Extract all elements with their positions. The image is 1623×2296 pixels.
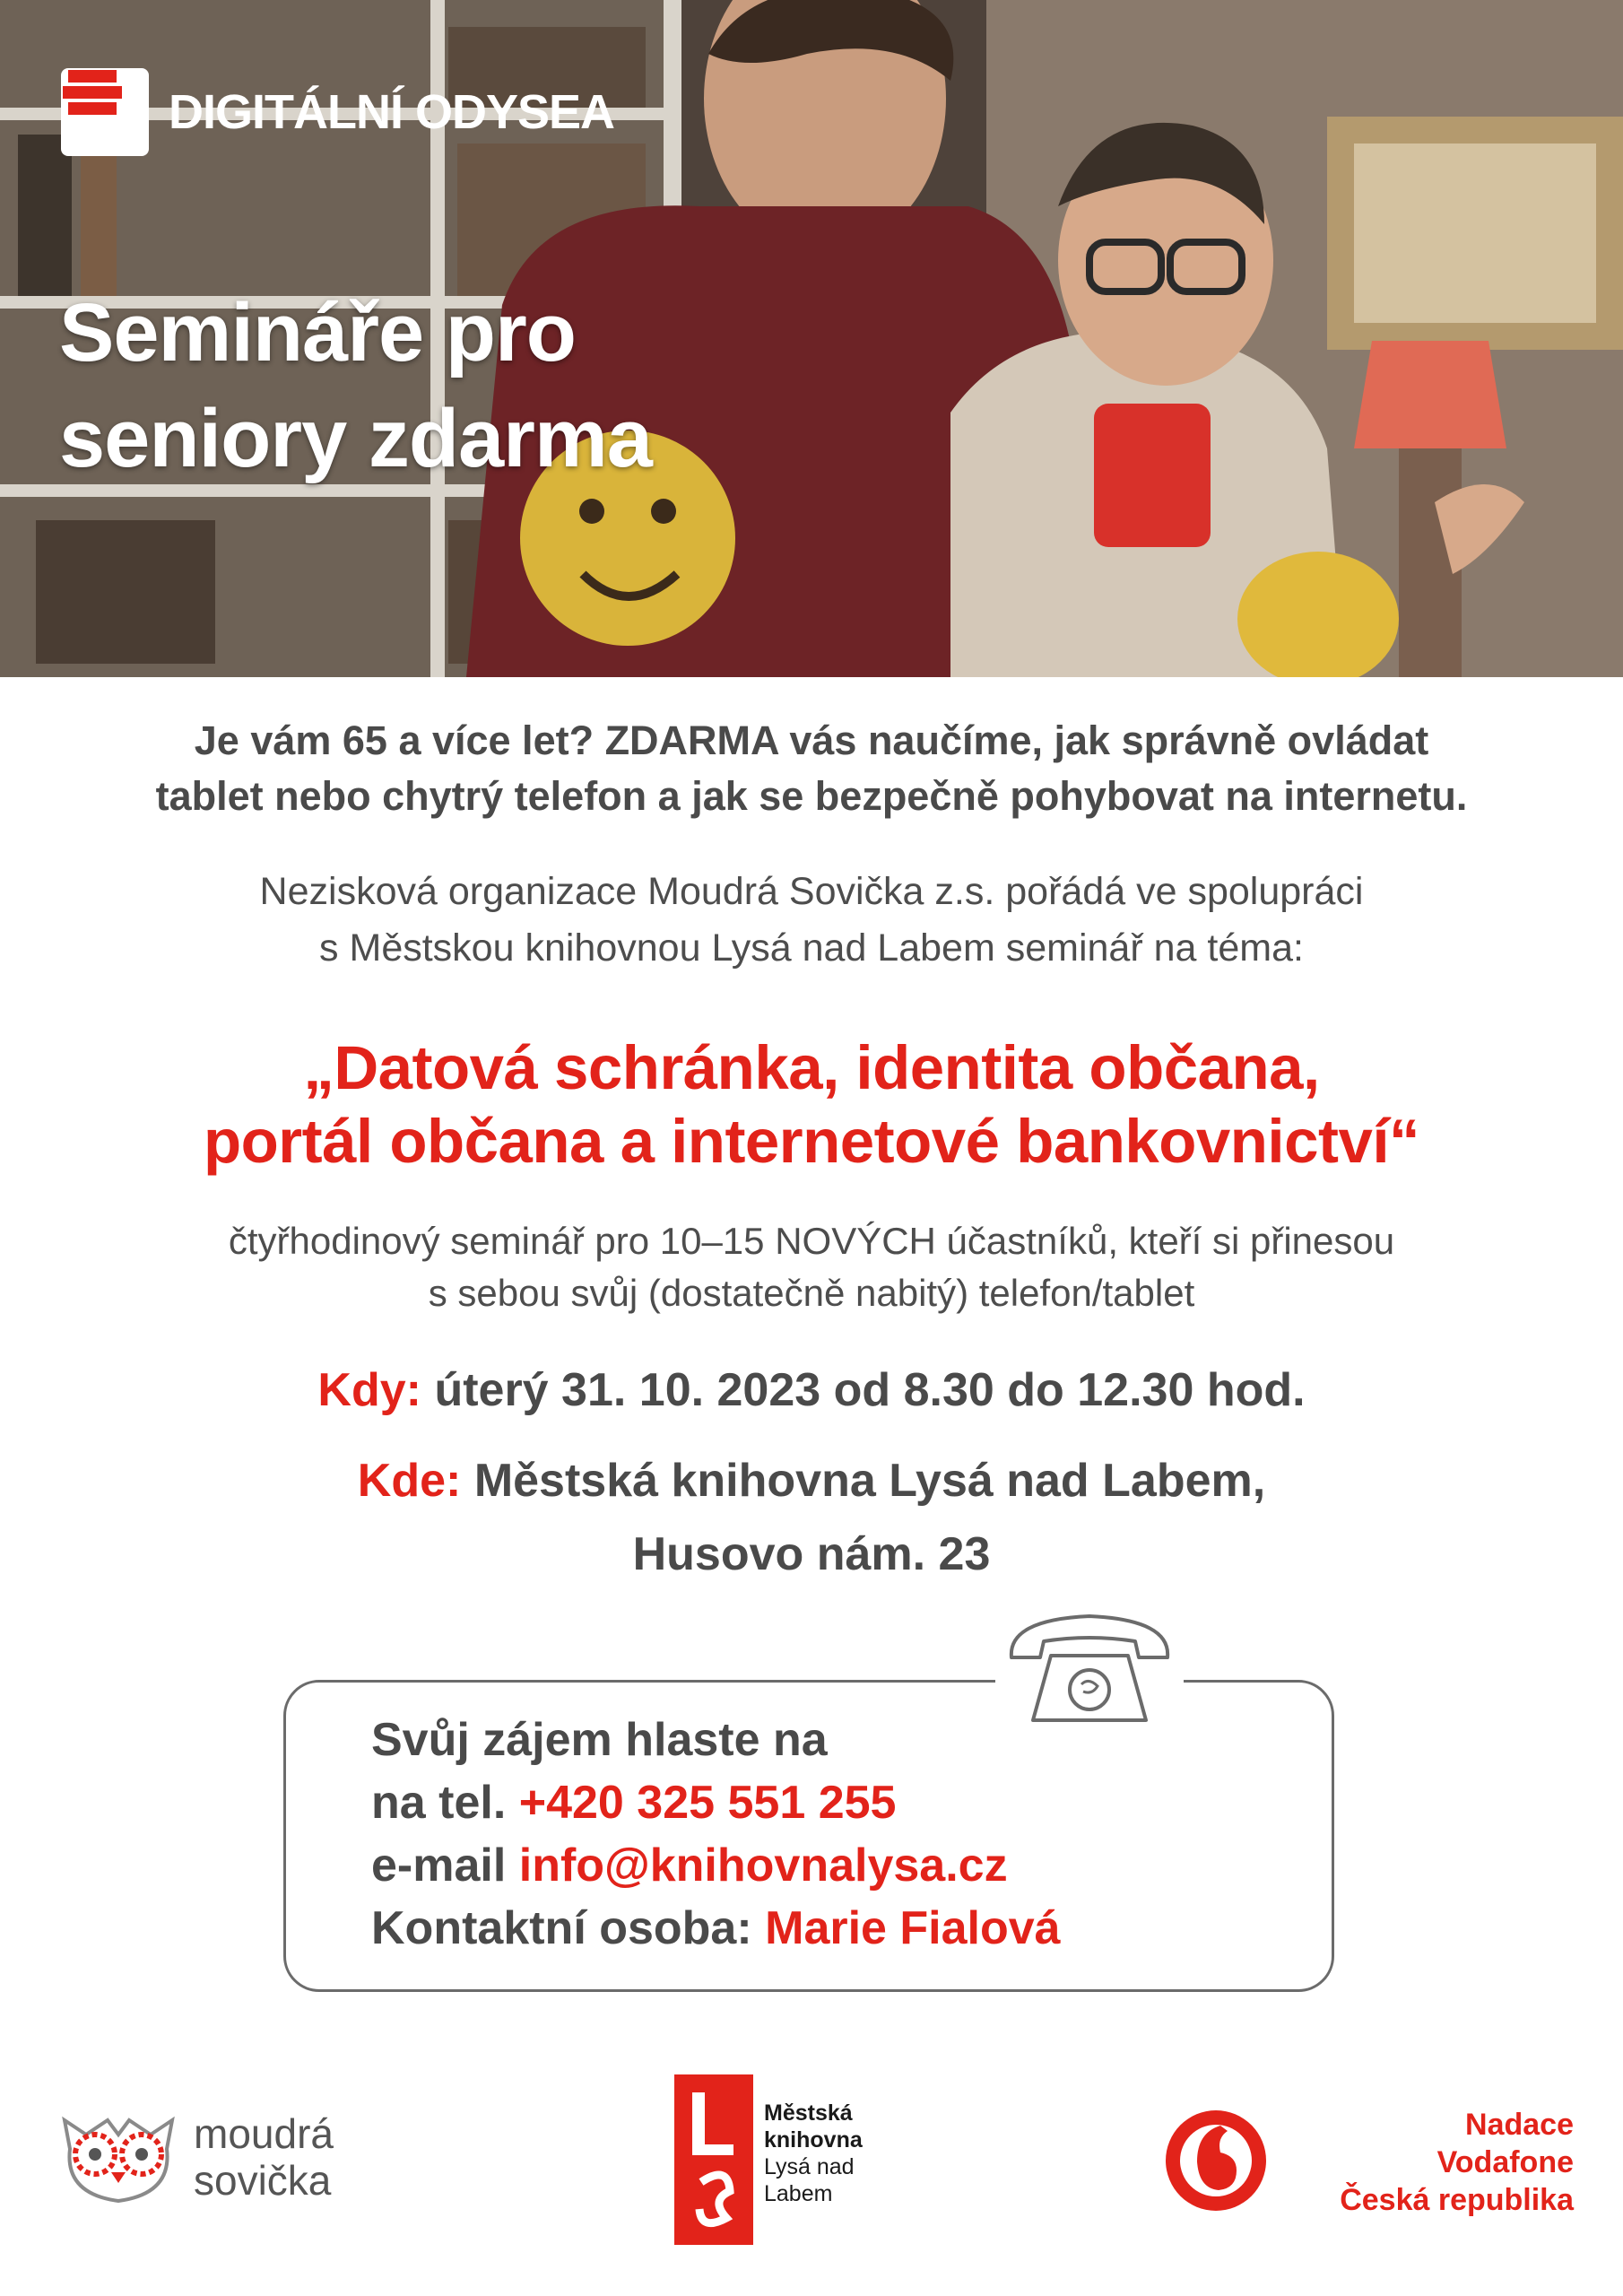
intro-line1: Nezisková organizace Moudrá Sovička z.s. pořádá ve spolupráci [259, 870, 1364, 913]
library-line4: Labem [764, 2181, 833, 2206]
contact-line1: Svůj zájem hlaste na [371, 1714, 828, 1766]
vodafone-line1: Nadace [1465, 2108, 1574, 2142]
headline-line1: „Datová schránka, identita občana, [303, 1033, 1320, 1102]
seminar-topic-headline [0, 1031, 1623, 1178]
hero-title-line2: seniory zdarma [59, 393, 652, 484]
vodafone-line3: Česká republika [1340, 2183, 1574, 2217]
brand-logo [61, 65, 614, 160]
hero-title [59, 280, 652, 491]
vodafone-speechmark-icon [1161, 2106, 1271, 2215]
where-label: Kde: [357, 1455, 462, 1507]
contact-info [371, 1709, 1061, 1960]
library-line2: knihovna [764, 2127, 863, 2152]
seminar-details [0, 1215, 1623, 1319]
headline-line2: portál občana a internetové bankovnictví“ [204, 1107, 1419, 1176]
when-value: úterý 31. 10. 2023 od 8.30 do 12.30 hod. [434, 1364, 1306, 1416]
hero-photo-banner [0, 0, 1623, 677]
where-value-line1: Městská knihovna Lysá nad Labem, [473, 1455, 1266, 1507]
vodafone-foundation-logo [1161, 2099, 1574, 2233]
details-line2: s sebou svůj (dostatečně nabitý) telefon/tablet [428, 1272, 1195, 1314]
email-prefix: e-mail [371, 1839, 507, 1892]
intro-paragraph [0, 864, 1623, 977]
vodafone-line2: Vodafone [1436, 2145, 1574, 2179]
hero-title-line1: Semináře pro [59, 287, 576, 378]
contact-person-name: Marie Fialová [765, 1902, 1061, 1954]
when-label: Kdy: [317, 1364, 421, 1416]
lead-line2: tablet nebo chytrý telefon a jak se bezpečně pohybovat na internetu. [155, 773, 1468, 819]
owl-icon [56, 2108, 181, 2206]
library-mark-icon [674, 2074, 753, 2245]
lead-paragraph [0, 713, 1623, 824]
owl-logo-line1: moudrá [194, 2110, 334, 2157]
odysea-logo-icon [61, 68, 149, 156]
lead-line1: Je vám 65 a více let? ZDARMA vás naučíme, jak správně ovládat [194, 718, 1429, 763]
library-line3: Lysá nad [764, 2154, 855, 2179]
event-date [0, 1359, 1623, 1422]
library-logo [674, 2074, 863, 2245]
intro-line2: s Městskou knihovnou Lysá nad Labem seminář na téma: [319, 926, 1304, 970]
brand-name: DIGITÁLNÍ ODYSEA [169, 85, 615, 139]
details-line1: čtyřhodinový seminář pro 10–15 NOVÝCH účastníků, kteří si přinesou [228, 1220, 1395, 1262]
owl-logo-line2: sovička [194, 2157, 332, 2204]
contact-person-prefix: Kontaktní osoba: [371, 1902, 752, 1954]
event-location [0, 1444, 1623, 1591]
library-line1: Městská [764, 2100, 853, 2126]
phone-prefix: na tel. [371, 1777, 507, 1829]
where-value-line2: Husovo nám. 23 [632, 1528, 991, 1580]
phone-number[interactable]: +420 325 551 255 [518, 1777, 897, 1829]
moudra-sovicka-logo [56, 2103, 378, 2211]
email-address[interactable]: info@knihovnalysa.cz [518, 1839, 1008, 1892]
